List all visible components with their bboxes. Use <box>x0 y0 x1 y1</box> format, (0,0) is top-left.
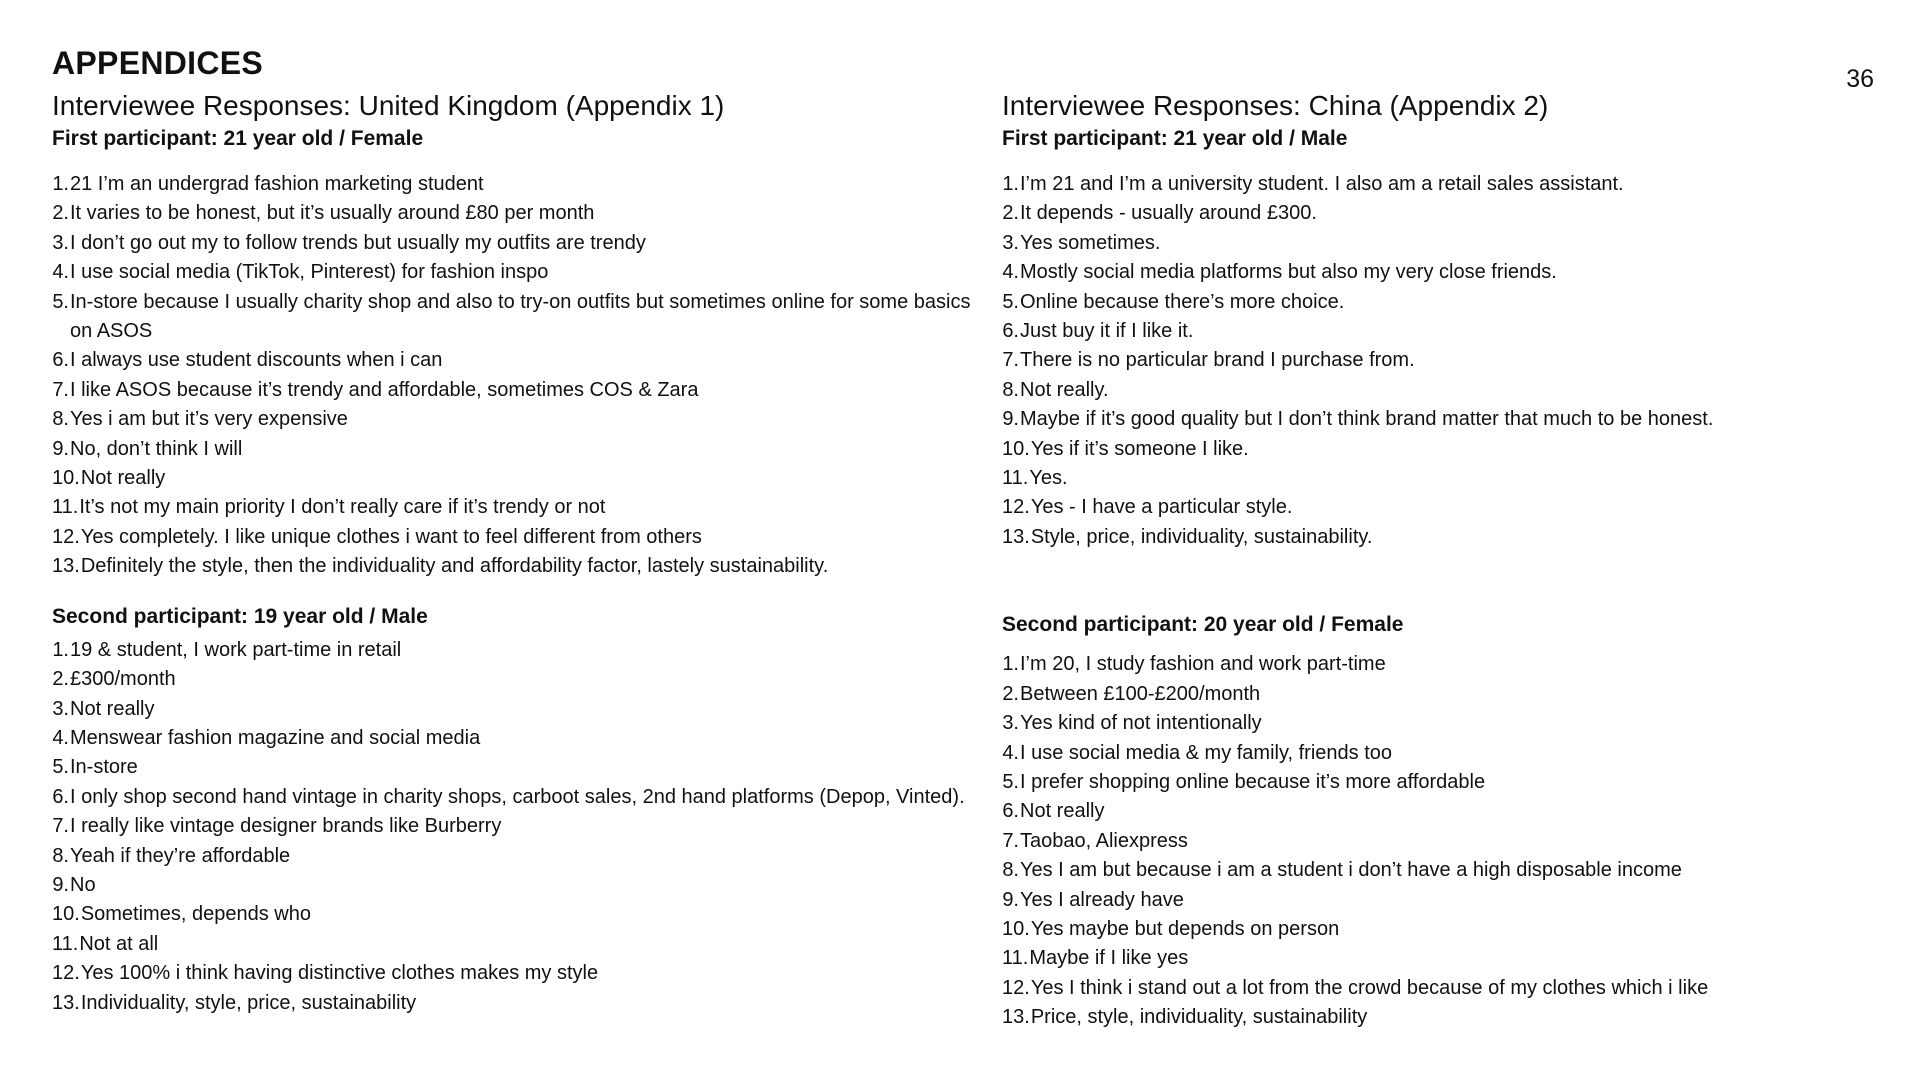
answer-item <box>1002 974 1920 1003</box>
answer-number: 1. <box>52 638 69 661</box>
answer-number: 10. <box>1002 917 1030 940</box>
answer-number: 12. <box>52 525 80 548</box>
answer-item <box>1002 768 1920 797</box>
appendices-heading: APPENDICES <box>52 45 264 81</box>
answer-text: It varies to be honest, but it’s usually around £80 per month <box>70 202 595 225</box>
answer-number: 11. <box>1002 947 1029 970</box>
answer-item <box>52 405 972 434</box>
china-first-participant-label: First participant: 21 year old / Male <box>1002 127 1348 150</box>
answer-item <box>52 695 972 724</box>
answer-number: 13. <box>52 555 80 578</box>
answer-number: 8. <box>52 408 69 431</box>
answer-number: 11. <box>1002 467 1029 490</box>
answer-item <box>52 989 972 1018</box>
answer-text: Menswear fashion magazine and social media <box>70 726 481 749</box>
answer-text: I use social media (TikTok, Pinterest) for fashion inspo <box>70 261 549 284</box>
answer-item <box>1002 464 1920 493</box>
answer-text: Yes I am but because i am a student i don’t have a high disposable income <box>1020 859 1682 882</box>
answer-item <box>1002 493 1920 522</box>
answer-item <box>1002 709 1920 738</box>
answer-item <box>1002 346 1920 375</box>
answer-item <box>1002 797 1920 826</box>
answer-item <box>52 552 972 581</box>
answer-item <box>52 346 972 375</box>
answer-item <box>1002 317 1920 346</box>
answer-text: Yes sometimes. <box>1020 231 1161 254</box>
answer-text: I really like vintage designer brands like Burberry <box>70 815 502 838</box>
answer-item <box>52 493 972 522</box>
answer-number: 6. <box>52 349 69 372</box>
answer-text: Not at all <box>79 932 159 955</box>
answer-item <box>52 464 972 493</box>
answer-number: 6. <box>1002 800 1019 823</box>
answer-item <box>52 842 972 871</box>
answer-item <box>52 753 972 782</box>
answer-text: Not really <box>80 467 166 490</box>
answer-number: 4. <box>52 726 69 749</box>
answer-item <box>52 724 972 753</box>
answer-item <box>1002 229 1920 258</box>
answer-item <box>52 930 972 959</box>
answer-number: 8. <box>52 844 69 867</box>
answer-number: 3. <box>1002 712 1019 735</box>
uk-section-title: Interviewee Responses: United Kingdom (Appendix 1) <box>52 90 725 121</box>
answer-text: Not really <box>70 697 155 720</box>
answer-number: 10. <box>52 903 80 926</box>
answer-item <box>52 435 972 464</box>
answer-number: 8. <box>1002 378 1019 401</box>
answer-item <box>52 258 972 287</box>
answer-text: I’m 20, I study fashion and work part-time <box>1020 653 1386 676</box>
answer-item <box>1002 376 1920 405</box>
answer-item <box>52 636 972 665</box>
answer-item <box>1002 405 1920 434</box>
answer-text: No <box>70 873 96 896</box>
answer-item <box>52 376 972 405</box>
answer-item <box>1002 199 1920 228</box>
answer-number: 13. <box>1002 525 1030 548</box>
answer-text: It depends - usually around £300. <box>1020 202 1317 225</box>
answer-number: 12. <box>1002 496 1030 519</box>
answer-item <box>52 959 972 988</box>
answer-number: 9. <box>1002 888 1019 911</box>
answer-number: 2. <box>1002 682 1019 705</box>
answer-number: 1. <box>1002 653 1019 676</box>
answer-text: Yes I think i stand out a lot from the crowd because of my clothes which i like <box>1030 976 1709 999</box>
answer-text: Individuality, style, price, sustainability <box>80 991 417 1014</box>
answer-text: Yes 100% i think having distinctive clothes makes my style <box>80 962 599 985</box>
answer-text: Definitely the style, then the individuality and affordability factor, lastely sustainability. <box>80 555 829 578</box>
answer-item <box>52 288 972 347</box>
answer-number: 5. <box>1002 770 1019 793</box>
answer-number: 2. <box>52 202 69 225</box>
answer-number: 7. <box>52 378 69 401</box>
answer-number: 10. <box>52 467 80 490</box>
answer-item <box>1002 523 1920 552</box>
answer-item <box>1002 258 1920 287</box>
uk-second-participant-label: Second participant: 19 year old / Male <box>52 604 428 628</box>
answer-text: In-store <box>70 756 138 779</box>
answer-text: Maybe if I like yes <box>1029 947 1189 970</box>
answer-text: Yes if it’s someone I like. <box>1030 437 1249 460</box>
answer-number: 11. <box>52 932 79 955</box>
answer-number: 2. <box>1002 202 1019 225</box>
answer-number: 6. <box>1002 320 1019 343</box>
answer-text: No, don’t think I will <box>70 437 243 460</box>
answer-text: I’m 21 and I’m a university student. I also am a retail sales assistant. <box>1020 173 1624 195</box>
uk-first-participant-answers <box>52 170 972 582</box>
uk-second-participant-answers <box>52 636 972 1018</box>
answer-text: Between £100-£200/month <box>1020 682 1261 705</box>
answer-text: Yes I already have <box>1020 888 1184 911</box>
answer-text: 19 & student, I work part-time in retail <box>70 638 402 661</box>
answer-text: Not really <box>1020 800 1105 823</box>
answer-item <box>52 665 972 694</box>
answer-item <box>1002 739 1920 768</box>
answer-number: 1. <box>1002 173 1019 195</box>
answer-number: 5. <box>52 756 69 779</box>
answer-number: 13. <box>52 991 80 1014</box>
answer-number: 7. <box>52 815 69 838</box>
answer-number: 1. <box>52 173 69 195</box>
answer-text: Just buy it if I like it. <box>1020 320 1194 343</box>
answer-number: 3. <box>52 231 69 254</box>
answer-number: 3. <box>52 697 69 720</box>
answer-number: 7. <box>1002 829 1019 852</box>
answer-number: 13. <box>1002 1006 1030 1029</box>
answer-text: Not really. <box>1020 378 1109 401</box>
answer-number: 9. <box>52 437 69 460</box>
answer-number: 4. <box>52 261 69 284</box>
answer-number: 4. <box>1002 261 1019 284</box>
answer-item <box>1002 827 1920 856</box>
answer-item <box>52 523 972 552</box>
answer-text: Sometimes, depends who <box>80 903 311 926</box>
answer-text: Yes kind of not intentionally <box>1020 712 1262 735</box>
answer-text: I use social media & my family, friends too <box>1020 741 1392 764</box>
china-second-participant-answers <box>1002 650 1920 1032</box>
answer-number: 5. <box>1002 290 1019 313</box>
answer-item <box>1002 886 1920 915</box>
answer-number: 11. <box>52 496 79 519</box>
uk-responses-column <box>52 88 972 1018</box>
answer-number: 4. <box>1002 741 1019 764</box>
answer-text: Style, price, individuality, sustainability. <box>1030 525 1373 548</box>
answer-item <box>52 900 972 929</box>
answer-text: I prefer shopping online because it’s more affordable <box>1020 770 1486 793</box>
answer-item <box>1002 680 1920 709</box>
answer-item <box>1002 435 1920 464</box>
answer-text: Yes - I have a particular style. <box>1030 496 1293 519</box>
answer-item <box>52 871 972 900</box>
answer-number: 8. <box>1002 859 1019 882</box>
answer-item <box>1002 944 1920 973</box>
answer-number: 12. <box>1002 976 1030 999</box>
answer-item <box>52 229 972 258</box>
answer-item <box>1002 856 1920 885</box>
china-second-participant-label: Second participant: 20 year old / Female <box>1002 613 1404 637</box>
answer-text: Yes. <box>1029 467 1068 490</box>
page-number: 36 <box>1846 65 1874 93</box>
answer-number: 9. <box>1002 408 1019 431</box>
answer-text: I only shop second hand vintage in charity shops, carboot sales, 2nd hand platforms (Depop, Vinted). <box>70 785 965 808</box>
answer-text: Taobao, Aliexpress <box>1020 829 1188 852</box>
uk-first-participant-label: First participant: 21 year old / Female <box>52 127 424 150</box>
answer-text: 21 I’m an undergrad fashion marketing student <box>70 173 484 195</box>
answer-item <box>52 199 972 228</box>
answer-item <box>52 170 972 199</box>
answer-item <box>1002 288 1920 317</box>
answer-text: Yes completely. I like unique clothes i want to feel different from others <box>80 525 702 548</box>
answer-item <box>1002 650 1920 679</box>
answer-number: 10. <box>1002 437 1030 460</box>
answer-text: Price, style, individuality, sustainability <box>1030 1006 1368 1029</box>
answer-text: It’s not my main priority I don’t really care if it’s trendy or not <box>79 496 606 519</box>
answer-text: Yeah if they’re affordable <box>70 844 291 867</box>
answer-text: Yes i am but it’s very expensive <box>70 408 348 431</box>
answer-number: 12. <box>52 962 80 985</box>
answer-number: 5. <box>52 290 69 313</box>
answer-item <box>1002 915 1920 944</box>
answer-text: I like ASOS because it’s trendy and affordable, sometimes COS & Zara <box>70 378 699 401</box>
answer-text: £300/month <box>70 668 176 691</box>
answer-text: I always use student discounts when i can <box>70 349 443 372</box>
china-first-participant-answers <box>1002 170 1920 552</box>
answer-number: 6. <box>52 785 69 808</box>
answer-number: 9. <box>52 873 69 896</box>
answer-item <box>1002 1003 1920 1032</box>
answer-number: 3. <box>1002 231 1019 254</box>
answer-text: Online because there’s more choice. <box>1020 290 1345 313</box>
answer-item <box>52 783 972 812</box>
answer-item <box>52 812 972 841</box>
answer-text: There is no particular brand I purchase from. <box>1020 349 1415 372</box>
china-responses-column <box>1002 88 1920 1033</box>
answer-number: 7. <box>1002 349 1019 372</box>
answer-number: 2. <box>52 668 69 691</box>
answer-item <box>1002 170 1920 199</box>
answer-text: Mostly social media platforms but also my very close friends. <box>1020 261 1557 284</box>
answer-text: I don’t go out my to follow trends but usually my outfits are trendy <box>70 231 646 254</box>
answer-text: Maybe if it’s good quality but I don’t think brand matter that much to be honest. <box>1020 408 1714 431</box>
answer-text: Yes maybe but depends on person <box>1030 917 1340 940</box>
china-section-title: Interviewee Responses: China (Appendix 2) <box>1002 90 1549 121</box>
answer-text: In-store because I usually charity shop and also to try-on outfits but sometimes online for some basics on ASOS <box>70 290 971 343</box>
